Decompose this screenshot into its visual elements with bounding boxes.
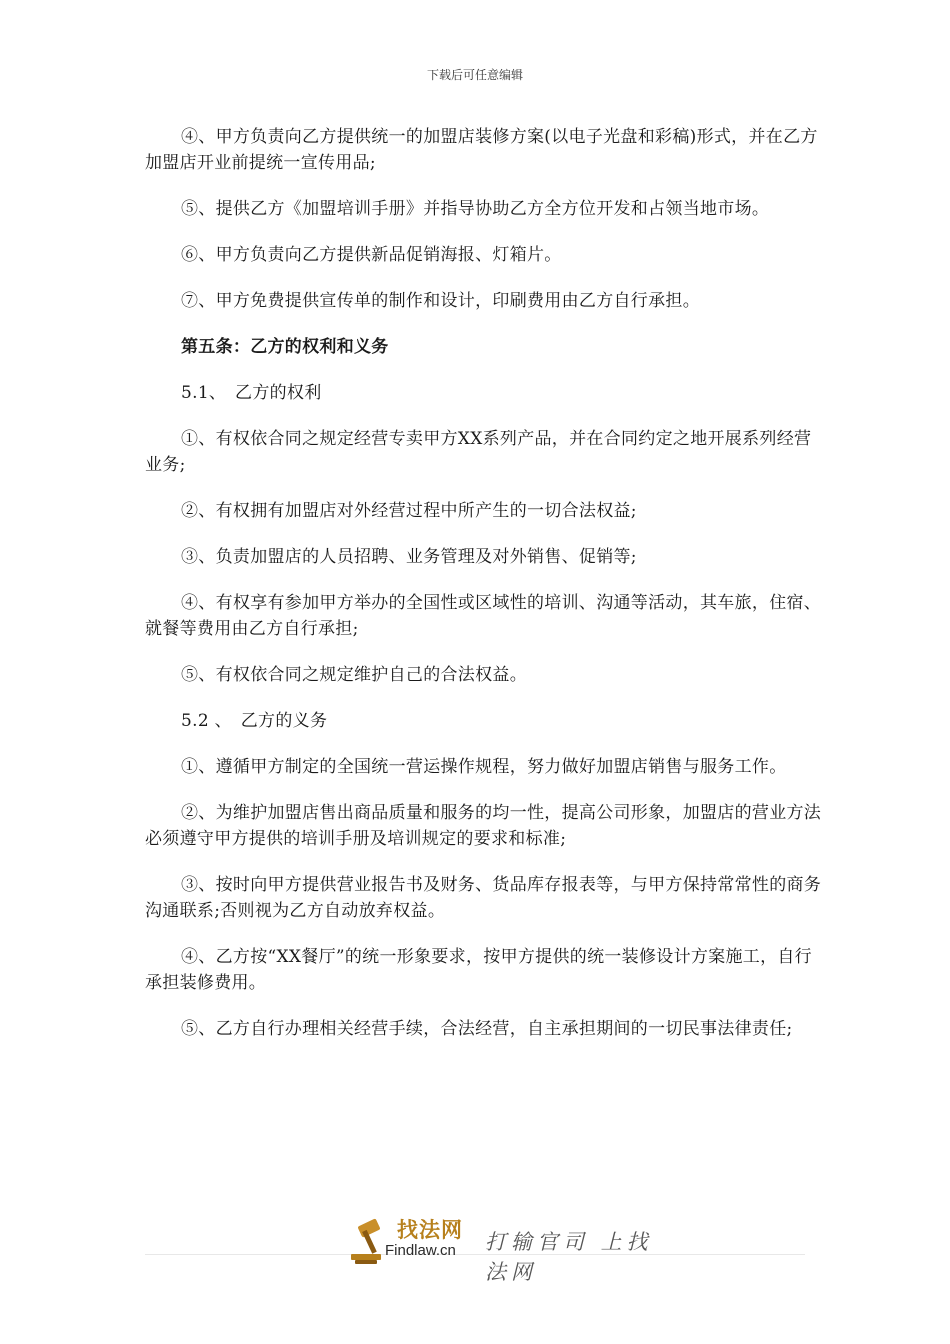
paragraph: ⑤、乙方自行办理相关经营手续，合法经营，自主承担期间的一切民事法律责任; xyxy=(181,1019,793,1039)
footer-slogan: 打输官司 上找法网 xyxy=(485,1230,653,1284)
paragraph: ②、有权拥有加盟店对外经营过程中所产生的一切合法权益; xyxy=(181,501,637,521)
paragraph: ④、甲方负责向乙方提供统一的加盟店装修方案(以电子光盘和彩稿)形式，并在乙方加盟店开业前提统一宣传用品; xyxy=(145,127,818,173)
header-note: 下载后可任意编辑 xyxy=(426,68,523,82)
logo-text-cn: 找法网 xyxy=(397,1218,463,1242)
paragraph: ③、负责加盟店的人员招聘、业务管理及对外销售、促销等; xyxy=(181,547,637,567)
subsection-heading: 5.1、 乙方的权利 xyxy=(181,383,322,403)
footer-logo xyxy=(345,1212,675,1284)
paragraph: ⑦、甲方免费提供宣传单的制作和设计，印刷费用由乙方自行承担。 xyxy=(181,291,700,311)
paragraph: ③、按时向甲方提供营业报告书及财务、货品库存报表等，与甲方保持常常性的商务沟通联系;否则视为乙方自动放弃权益。 xyxy=(145,875,822,921)
paragraph: ⑤、提供乙方《加盟培训手册》并指导协助乙方全方位开发和占领当地市场。 xyxy=(181,199,770,219)
logo-text-en: Findlaw.cn xyxy=(385,1242,456,1259)
paragraph: ⑥、甲方负责向乙方提供新品促销海报、灯箱片。 xyxy=(181,245,562,265)
section-heading: 第五条：乙方的权利和义务 xyxy=(181,337,389,357)
paragraph: ④、乙方按“XX餐厅”的统一形象要求，按甲方提供的统一装修设计方案施工，自行承担装修费用。 xyxy=(145,947,812,993)
paragraph: ②、为维护加盟店售出商品质量和服务的均一性，提高公司形象，加盟店的营业方法必须遵守甲方提供的培训手册及培训规定的要求和标准; xyxy=(145,803,822,849)
paragraph: ⑤、有权依合同之规定维护自己的合法权益。 xyxy=(181,665,527,685)
document-body xyxy=(145,124,825,1062)
paragraph: ①、遵循甲方制定的全国统一营运操作规程，努力做好加盟店销售与服务工作。 xyxy=(181,757,787,777)
paragraph: ④、有权享有参加甲方举办的全国性或区域性的培训、沟通等活动，其车旅，住宿、就餐等费用由乙方自行承担; xyxy=(145,593,822,639)
subsection-heading: 5.2 、 乙方的义务 xyxy=(181,711,328,731)
paragraph: ①、有权依合同之规定经营专卖甲方XX系列产品，并在合同约定之地开展系列经营业务; xyxy=(145,429,812,475)
